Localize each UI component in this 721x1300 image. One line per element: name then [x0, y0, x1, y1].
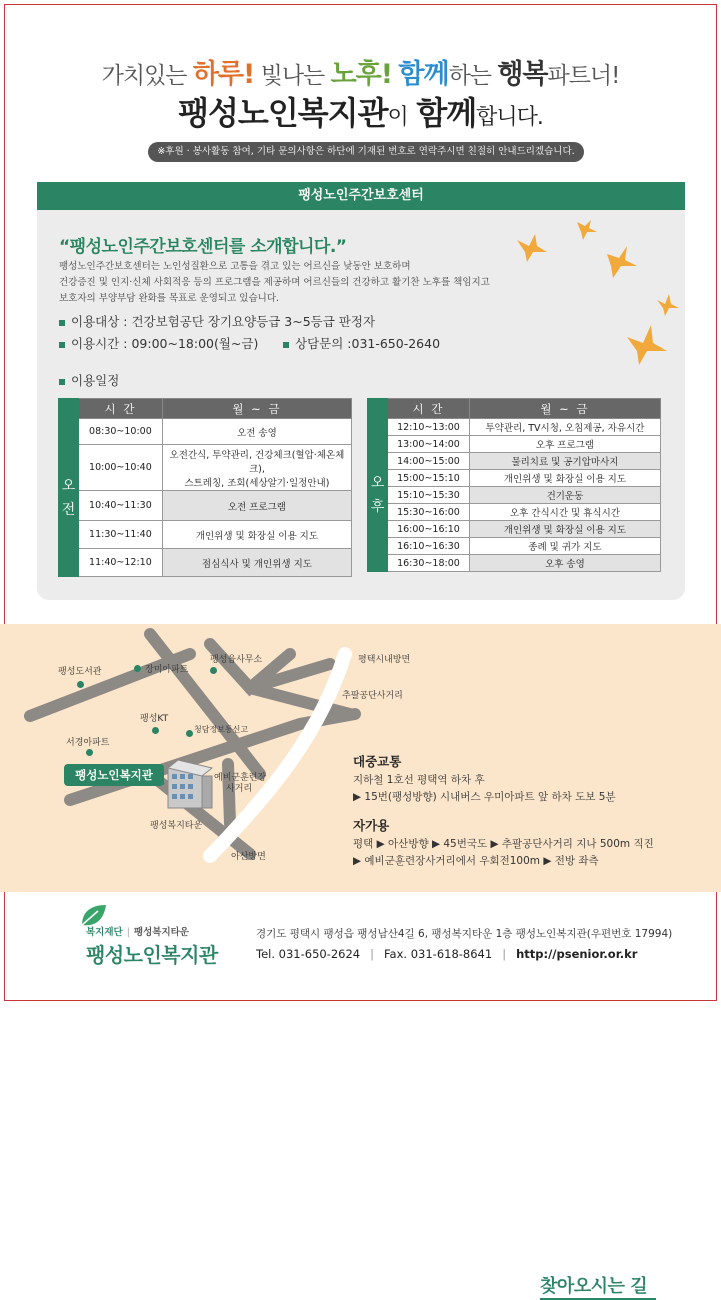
- table-row: [368, 504, 661, 521]
- table-header-row: [59, 399, 352, 419]
- slogan-word: 하는: [448, 63, 491, 89]
- table-cell: 16:10~16:30: [387, 538, 469, 555]
- table-cell: 오전 프로그램: [162, 491, 351, 521]
- notice-banner: ※후원 · 봉사활동 참여, 기타 문의사항은 하단에 기재된 번호로 연락주시면 친절히 안내드리겠습니다.: [148, 142, 584, 162]
- footer-org-name: 팽성노인복지관: [86, 943, 218, 967]
- slogan-word: 가치있는: [101, 63, 187, 89]
- table-cell: 개인위생 및 화장실 이용 지도: [469, 521, 660, 538]
- cell-line: 오전간식, 투약관리, 건강체크(혈압·체온체크),: [169, 449, 345, 475]
- footer-url[interactable]: http://psenior.or.kr: [516, 947, 638, 961]
- map-label-kt: 팽성KT: [140, 714, 169, 724]
- footer-address: 경기도 평택시 팽성읍 팽성남산4길 6, 팽성복지타운 1층 팽성노인복지관(우편번호 17994): [256, 928, 673, 940]
- daycare-center-panel: [37, 182, 685, 600]
- table-cell: 오후 간식시간 및 휴식시간: [469, 504, 660, 521]
- table-header-cell: 시 간: [78, 399, 162, 419]
- slogan-word: 빛나는: [260, 63, 325, 89]
- hero-slogan: [0, 52, 721, 91]
- table-cell: 15:10~15:30: [387, 487, 469, 504]
- car-title: 자가용: [353, 818, 390, 833]
- schedule-label-text: 이용일정: [71, 373, 120, 388]
- bird-icon: [657, 294, 679, 316]
- map-label-chupal: 추팔공단사거리: [342, 691, 403, 701]
- table-cell: 개인위생 및 화장실 이용 지도: [469, 470, 660, 487]
- map-label-pyeongtaek-dir: 평택시내방면: [358, 655, 411, 665]
- map-marker: [186, 730, 193, 737]
- car-line: ▶ 예비군훈련장사거리에서 우회전100m ▶ 전방 좌측: [353, 855, 599, 867]
- table-cell: 개인위생 및 화장실 이용 지도: [162, 521, 351, 549]
- map-label-office: 팽성읍사무소: [210, 655, 263, 665]
- bird-icon: [577, 220, 597, 240]
- side-char: 오: [370, 475, 385, 491]
- table-cell: 11:30~11:40: [78, 521, 162, 549]
- hero-word: 합니다.: [476, 105, 543, 130]
- table-row: [368, 470, 661, 487]
- table-cell: [162, 445, 351, 491]
- hero-word: 함께: [416, 94, 477, 132]
- table-cell: 16:00~16:10: [387, 521, 469, 538]
- intro-line: 건강증진 및 인지·신체 사회적응 등의 프로그램을 제공하며 어르신들의 건강하고 활기찬 노후를 책임지고: [59, 277, 490, 288]
- table-cell: 10:40~11:30: [78, 491, 162, 521]
- table-cell: 오전 송영: [162, 419, 351, 445]
- table-cell: 오후 송영: [469, 555, 660, 572]
- table-cell: 15:00~15:10: [387, 470, 469, 487]
- public-transport-title: 대중교통: [353, 754, 402, 769]
- footer-org-foundation: 복지재단: [86, 927, 123, 938]
- consult-phone-text: 상담문의 :031-650-2640: [295, 336, 441, 351]
- directions-title-text: 찾아오시는 길: [540, 1276, 648, 1297]
- table-header-cell: 월 ~ 금: [162, 399, 351, 419]
- table-cell: 점심식사 및 개인위생 지도: [162, 549, 351, 577]
- map-label-town: 팽성복지타운: [150, 821, 203, 831]
- table-header-row: [368, 399, 661, 419]
- side-char: 오: [61, 477, 76, 494]
- directions-title: [540, 1272, 647, 1298]
- hero-title: [0, 88, 721, 134]
- footer-fax: Fax. 031-618-8641: [384, 947, 493, 961]
- table-header-cell: 월 ~ 금: [469, 399, 660, 419]
- welfare-center-tag: 팽성노인복지관: [64, 764, 164, 786]
- map-marker: [86, 749, 93, 756]
- cell-line: 스트레칭, 조회(세상알기·일정안내): [184, 477, 330, 489]
- map-label-reserve: 예비군훈련장: [214, 773, 267, 783]
- map-label-asan: 아산방면: [231, 852, 266, 862]
- table-row: [59, 419, 352, 445]
- hero-word: 이: [387, 105, 408, 130]
- table-row: [368, 555, 661, 572]
- table-cell: 종례 및 귀가 지도: [469, 538, 660, 555]
- consult-phone: [283, 334, 440, 352]
- side-char: 전: [61, 501, 76, 518]
- slogan-word: 함께: [398, 59, 449, 90]
- table-cell: 12:10~13:00: [387, 419, 469, 436]
- intro-title: “팽성노인주간보호센터를 소개합니다.”: [59, 237, 347, 257]
- building-icon: [168, 760, 212, 808]
- table-header-cell: [59, 399, 79, 419]
- car-line: 평택 ▶ 아산방향 ▶ 45번국도 ▶ 추팔공단사거리 지나 500m 직진: [353, 838, 654, 850]
- table-header-cell: [368, 399, 388, 419]
- table-row: [368, 487, 661, 504]
- table-row: [59, 491, 352, 521]
- bird-icon: [627, 325, 667, 365]
- footer-org-line: 복지재단 | 팽성복지타운: [86, 927, 189, 938]
- table-cell: 투약관리, TV시청, 오침제공, 자유시간: [469, 419, 660, 436]
- footer-contact: Tel. 031-650-2624 | Fax. 031-618-8641 | http://psenior.or.kr: [256, 947, 638, 961]
- public-transport-line: 지하철 1호선 평택역 하차 후: [353, 774, 485, 786]
- am-schedule-table: [58, 398, 352, 577]
- table-cell: 오후 프로그램: [469, 436, 660, 453]
- table-cell: 14:00~15:00: [387, 453, 469, 470]
- intro-text: [59, 259, 539, 307]
- pm-schedule-table: [367, 398, 661, 572]
- hero-org-name: 팽성노인복지관: [178, 94, 388, 132]
- usage-target-text: 이용대상 : 건강보험공단 장기요양등급 3~5등급 판정자: [71, 314, 376, 329]
- map-label-library: 팽성도서관: [58, 667, 102, 677]
- table-row: [368, 521, 661, 538]
- map-marker: [210, 667, 217, 674]
- schedule-label: [59, 371, 119, 389]
- bird-icon: [607, 246, 637, 278]
- map-marker: [152, 727, 159, 734]
- usage-target: [59, 312, 375, 330]
- bullet-icon: [59, 379, 65, 385]
- usage-hours: [59, 334, 258, 352]
- slogan-word: 하루!: [192, 59, 255, 90]
- slogan-word: 노후!: [330, 59, 393, 90]
- intro-line: 보호자의 부양부담 완화를 목표로 운영되고 있습니다.: [59, 293, 280, 304]
- bullet-icon: [59, 342, 65, 348]
- map-label-school: 청담정보통신고: [194, 725, 249, 734]
- table-row: [59, 445, 352, 491]
- slogan-word: 행복: [497, 59, 548, 90]
- map-label-seogyeong: 서경아파트: [66, 738, 110, 748]
- table-header-cell: 시 간: [387, 399, 469, 419]
- footer-tel: Tel. 031-650-2624: [256, 947, 361, 961]
- panel-heading: 팽성노인주간보호센터: [37, 182, 685, 210]
- table-cell: 16:30~18:00: [387, 555, 469, 572]
- table-cell: 10:00~10:40: [78, 445, 162, 491]
- map-label-reserve-2: 사거리: [226, 784, 253, 794]
- am-side-label: [59, 419, 79, 577]
- table-cell: 물리치료 및 공기압마사지: [469, 453, 660, 470]
- intro-line: 팽성노인주간보호센터는 노인성질환으로 고통을 겪고 있는 어르신을 낮동안 보호하며: [59, 261, 411, 272]
- public-transport-line: ▶ 15번(팽성방향) 시내버스 우미아파트 앞 하차 도보 5분: [353, 791, 616, 803]
- table-row: [59, 521, 352, 549]
- table-cell: 13:00~14:00: [387, 436, 469, 453]
- table-cell: 15:30~16:00: [387, 504, 469, 521]
- table-row: [368, 436, 661, 453]
- bird-icon: [517, 234, 547, 262]
- footer-org-town: 팽성복지타운: [133, 927, 189, 938]
- usage-hours-text: 이용시간 : 09:00~18:00(월~금): [71, 336, 259, 351]
- table-cell: 11:40~12:10: [78, 549, 162, 577]
- table-row: [368, 453, 661, 470]
- map-label-jangmi: 장미아파트: [145, 665, 189, 675]
- table-row: [368, 419, 661, 436]
- table-row: [368, 538, 661, 555]
- table-cell: 08:30~10:00: [78, 419, 162, 445]
- pm-side-label: [368, 419, 388, 572]
- bullet-icon: [59, 320, 65, 326]
- map-marker: [77, 681, 84, 688]
- side-char: 후: [370, 499, 385, 515]
- bullet-icon: [283, 342, 289, 348]
- table-cell: 건기운동: [469, 487, 660, 504]
- slogan-word: 파트너!: [547, 63, 620, 89]
- table-row: [59, 549, 352, 577]
- map-marker: [134, 665, 141, 672]
